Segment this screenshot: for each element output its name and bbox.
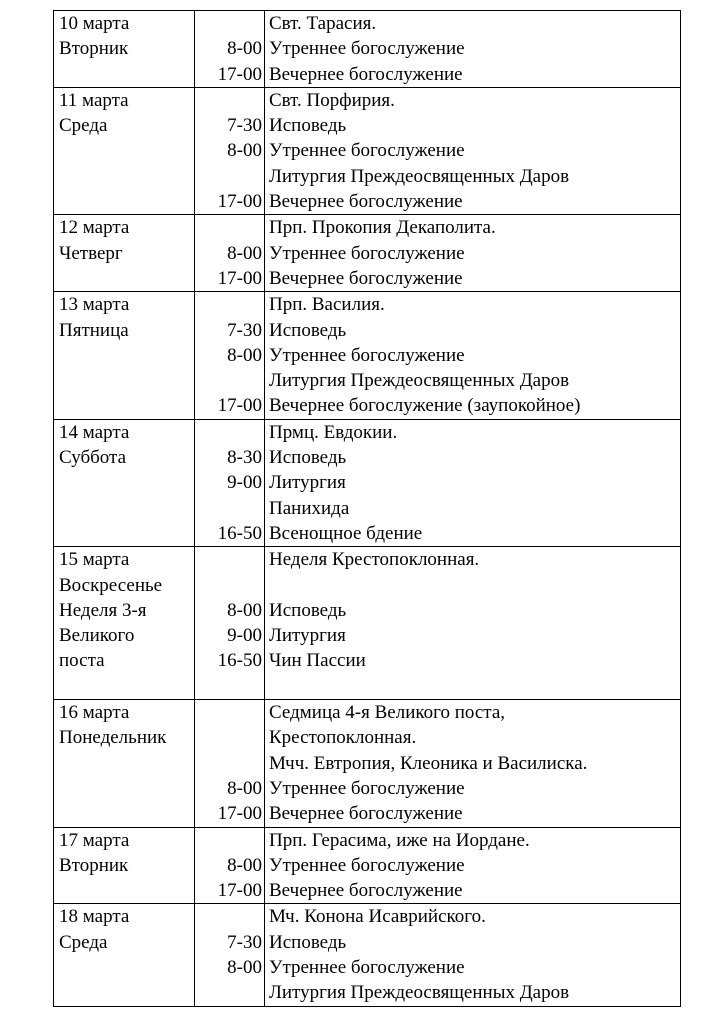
day-date-cell: [54, 292, 195, 419]
day-events-cell-line: Вечернее богослужение: [269, 880, 463, 902]
day-times-cell-line: [195, 904, 264, 929]
day-times-cell-line: [195, 751, 264, 776]
day-times-cell-line: 8-00: [227, 854, 262, 876]
day-times-cell: [195, 904, 265, 1006]
day-times-cell-line: [195, 700, 264, 725]
day-times-cell-line: 9-00: [227, 472, 262, 494]
day-times-cell-line: [195, 11, 264, 36]
day-events-cell-line: Неделя Крестопоклонная.: [269, 549, 480, 571]
day-times-cell-line: 8-00: [227, 599, 262, 621]
day-date-cell: [54, 904, 195, 1006]
day-date-cell-line: Пятница: [59, 319, 129, 341]
day-date-cell-line: 10 марта: [59, 13, 130, 34]
day-times-cell-line: 17-00: [217, 63, 262, 85]
service-schedule-table: [53, 10, 681, 1007]
day-events-cell-line: Вечернее богослужение: [269, 803, 463, 825]
day-times-cell: [195, 547, 265, 700]
day-events-cell-line: Литургия Преждеосвященных Даров: [269, 370, 570, 392]
day-events-cell-line: Литургия Преждеосвященных Даров: [269, 165, 570, 187]
day-date-cell-line: 14 марта: [59, 421, 130, 443]
day-date-cell-line: Среда: [59, 931, 108, 953]
day-events-cell-line: Исповедь: [269, 319, 347, 341]
day-times-cell-line: [195, 164, 264, 189]
day-events-cell-line: Свт. Порфирия.: [269, 89, 395, 111]
day-times-cell-line: 9-00: [227, 625, 262, 647]
day-times-cell: [195, 292, 265, 419]
day-times-cell-line: 8-30: [227, 447, 262, 469]
day-events-cell: [265, 827, 681, 904]
day-events-cell-line: Исповедь: [269, 447, 347, 469]
day-times-cell-line: 8-00: [227, 38, 262, 60]
day-times-cell-line: 7-30: [227, 931, 262, 953]
day-date-cell-line: Воскресенье: [59, 574, 163, 596]
day-events-cell-line: Литургия: [269, 625, 346, 647]
day-date-cell-line: Великого: [59, 625, 135, 647]
day-times-cell: [195, 215, 265, 292]
day-events-cell-line: Чин Пассии: [269, 650, 366, 672]
day-times-cell-line: 8-00: [227, 344, 262, 366]
day-events-cell: [265, 547, 681, 700]
day-times-cell-line: 8-00: [227, 140, 262, 162]
day-date-cell-line: Вторник: [59, 854, 129, 876]
day-times-cell-line: 17-00: [217, 267, 262, 289]
day-events-cell-line: Вечернее богослужение: [269, 63, 463, 85]
day-date-cell: [54, 547, 195, 700]
day-date-cell: [54, 419, 195, 546]
day-date-cell: [54, 87, 195, 214]
day-events-cell: [265, 292, 681, 419]
day-times-cell: [195, 419, 265, 546]
day-events-cell-line: Всенощное бдение: [269, 522, 423, 544]
day-events-cell-line: Мч. Конона Исаврийского.: [269, 906, 486, 928]
day-events-cell-line: Утреннее богослужение: [269, 777, 465, 799]
day-events-cell-line: Свт. Тарасия.: [269, 13, 377, 34]
day-date-cell-line: 15 марта: [59, 549, 130, 571]
day-events-cell-line: Вечернее богослужение: [269, 267, 463, 289]
day-times-cell-line: 17-00: [217, 880, 262, 902]
day-events-cell-line: [265, 573, 680, 598]
day-times-cell: [195, 700, 265, 827]
day-events-cell-line: Вечернее богослужение (заупокойное): [269, 395, 581, 417]
day-times-cell-line: [195, 828, 264, 853]
day-row: [54, 419, 681, 546]
day-times-cell-line: 8-00: [227, 242, 262, 264]
day-times-cell-line: 16-50: [217, 650, 262, 672]
day-times-cell-line: [195, 674, 264, 699]
day-events-cell-line: Прп. Василия.: [269, 294, 385, 316]
day-date-cell: [54, 827, 195, 904]
day-events-cell: [265, 904, 681, 1006]
day-events-cell-line: Седмица 4-я Великого поста,: [269, 702, 505, 724]
day-times-cell-line: [195, 547, 264, 572]
day-date-cell: [54, 215, 195, 292]
day-events-cell: [265, 11, 681, 88]
day-row: [54, 292, 681, 419]
day-times-cell-line: [195, 215, 264, 240]
day-times-cell-line: [195, 292, 264, 317]
day-events-cell-line: Прп. Герасима, иже на Иордане.: [269, 829, 530, 851]
day-times-cell: [195, 827, 265, 904]
day-events-cell-line: Утреннее богослужение: [269, 854, 465, 876]
day-events-cell-line: Крестопоклонная.: [269, 727, 417, 749]
day-events-cell-line: Исповедь: [269, 599, 347, 621]
day-times-cell: [195, 87, 265, 214]
day-date-cell-line: Вторник: [59, 38, 129, 60]
day-times-cell: [195, 11, 265, 88]
day-row: [54, 215, 681, 292]
day-date-cell-line: Неделя 3-я: [59, 599, 147, 621]
day-events-cell-line: Вечернее богослужение: [269, 191, 463, 213]
day-times-cell-line: 7-30: [227, 115, 262, 137]
day-events-cell-line: Литургия Преждеосвященных Даров: [269, 982, 570, 1004]
day-date-cell-line: 11 марта: [59, 89, 129, 111]
day-times-cell-line: 7-30: [227, 319, 262, 341]
day-times-cell-line: 8-00: [227, 956, 262, 978]
day-events-cell-line: Утреннее богослужение: [269, 38, 465, 60]
day-date-cell-line: Среда: [59, 115, 108, 137]
day-row: [54, 700, 681, 827]
day-times-cell-line: [195, 573, 264, 598]
day-events-cell-line: Утреннее богослужение: [269, 956, 465, 978]
day-times-cell-line: 17-00: [217, 803, 262, 825]
day-times-cell-line: [195, 420, 264, 445]
day-date-cell-line: [54, 674, 194, 699]
day-date-cell-line: поста: [59, 650, 105, 672]
day-row: [54, 11, 681, 88]
day-times-cell-line: [195, 725, 264, 750]
day-date-cell-line: 12 марта: [59, 217, 130, 239]
day-row: [54, 547, 681, 700]
day-events-cell: [265, 87, 681, 214]
schedule-body: [54, 11, 681, 1007]
day-events-cell-line: Прмц. Евдокии.: [269, 421, 398, 443]
day-events-cell: [265, 700, 681, 827]
day-events-cell-line: Утреннее богослужение: [269, 140, 465, 162]
day-events-cell-line: Литургия: [269, 472, 346, 494]
day-date-cell-line: 17 марта: [59, 829, 130, 851]
day-events-cell-line: Прп. Прокопия Декаполита.: [269, 217, 496, 239]
day-events-cell-line: Исповедь: [269, 931, 347, 953]
day-events-cell-line: Утреннее богослужение: [269, 242, 465, 264]
day-times-cell-line: [195, 980, 264, 1005]
day-events-cell-line: [265, 674, 680, 699]
day-row: [54, 827, 681, 904]
day-times-cell-line: 17-00: [217, 191, 262, 213]
day-times-cell-line: 17-00: [217, 395, 262, 417]
day-date-cell-line: Четверг: [59, 242, 123, 264]
day-times-cell-line: [195, 368, 264, 393]
day-date-cell-line: Суббота: [59, 447, 127, 469]
day-times-cell-line: 8-00: [227, 777, 262, 799]
day-date-cell-line: 16 марта: [59, 702, 130, 724]
day-date-cell: [54, 11, 195, 88]
day-times-cell-line: [195, 88, 264, 113]
day-events-cell: [265, 419, 681, 546]
day-events-cell-line: Мчч. Евтропия, Клеоника и Василиска.: [269, 752, 588, 774]
day-times-cell-line: [195, 496, 264, 521]
day-events-cell: [265, 215, 681, 292]
day-row: [54, 904, 681, 1006]
day-times-cell-line: 16-50: [217, 522, 262, 544]
day-date-cell-line: 13 марта: [59, 294, 130, 316]
day-events-cell-line: Утреннее богослужение: [269, 344, 465, 366]
day-events-cell-line: Панихида: [269, 497, 350, 519]
day-row: [54, 87, 681, 214]
day-date-cell-line: 18 марта: [59, 906, 130, 928]
day-date-cell: [54, 700, 195, 827]
day-date-cell-line: Понедельник: [59, 727, 167, 749]
day-events-cell-line: Исповедь: [269, 115, 347, 137]
